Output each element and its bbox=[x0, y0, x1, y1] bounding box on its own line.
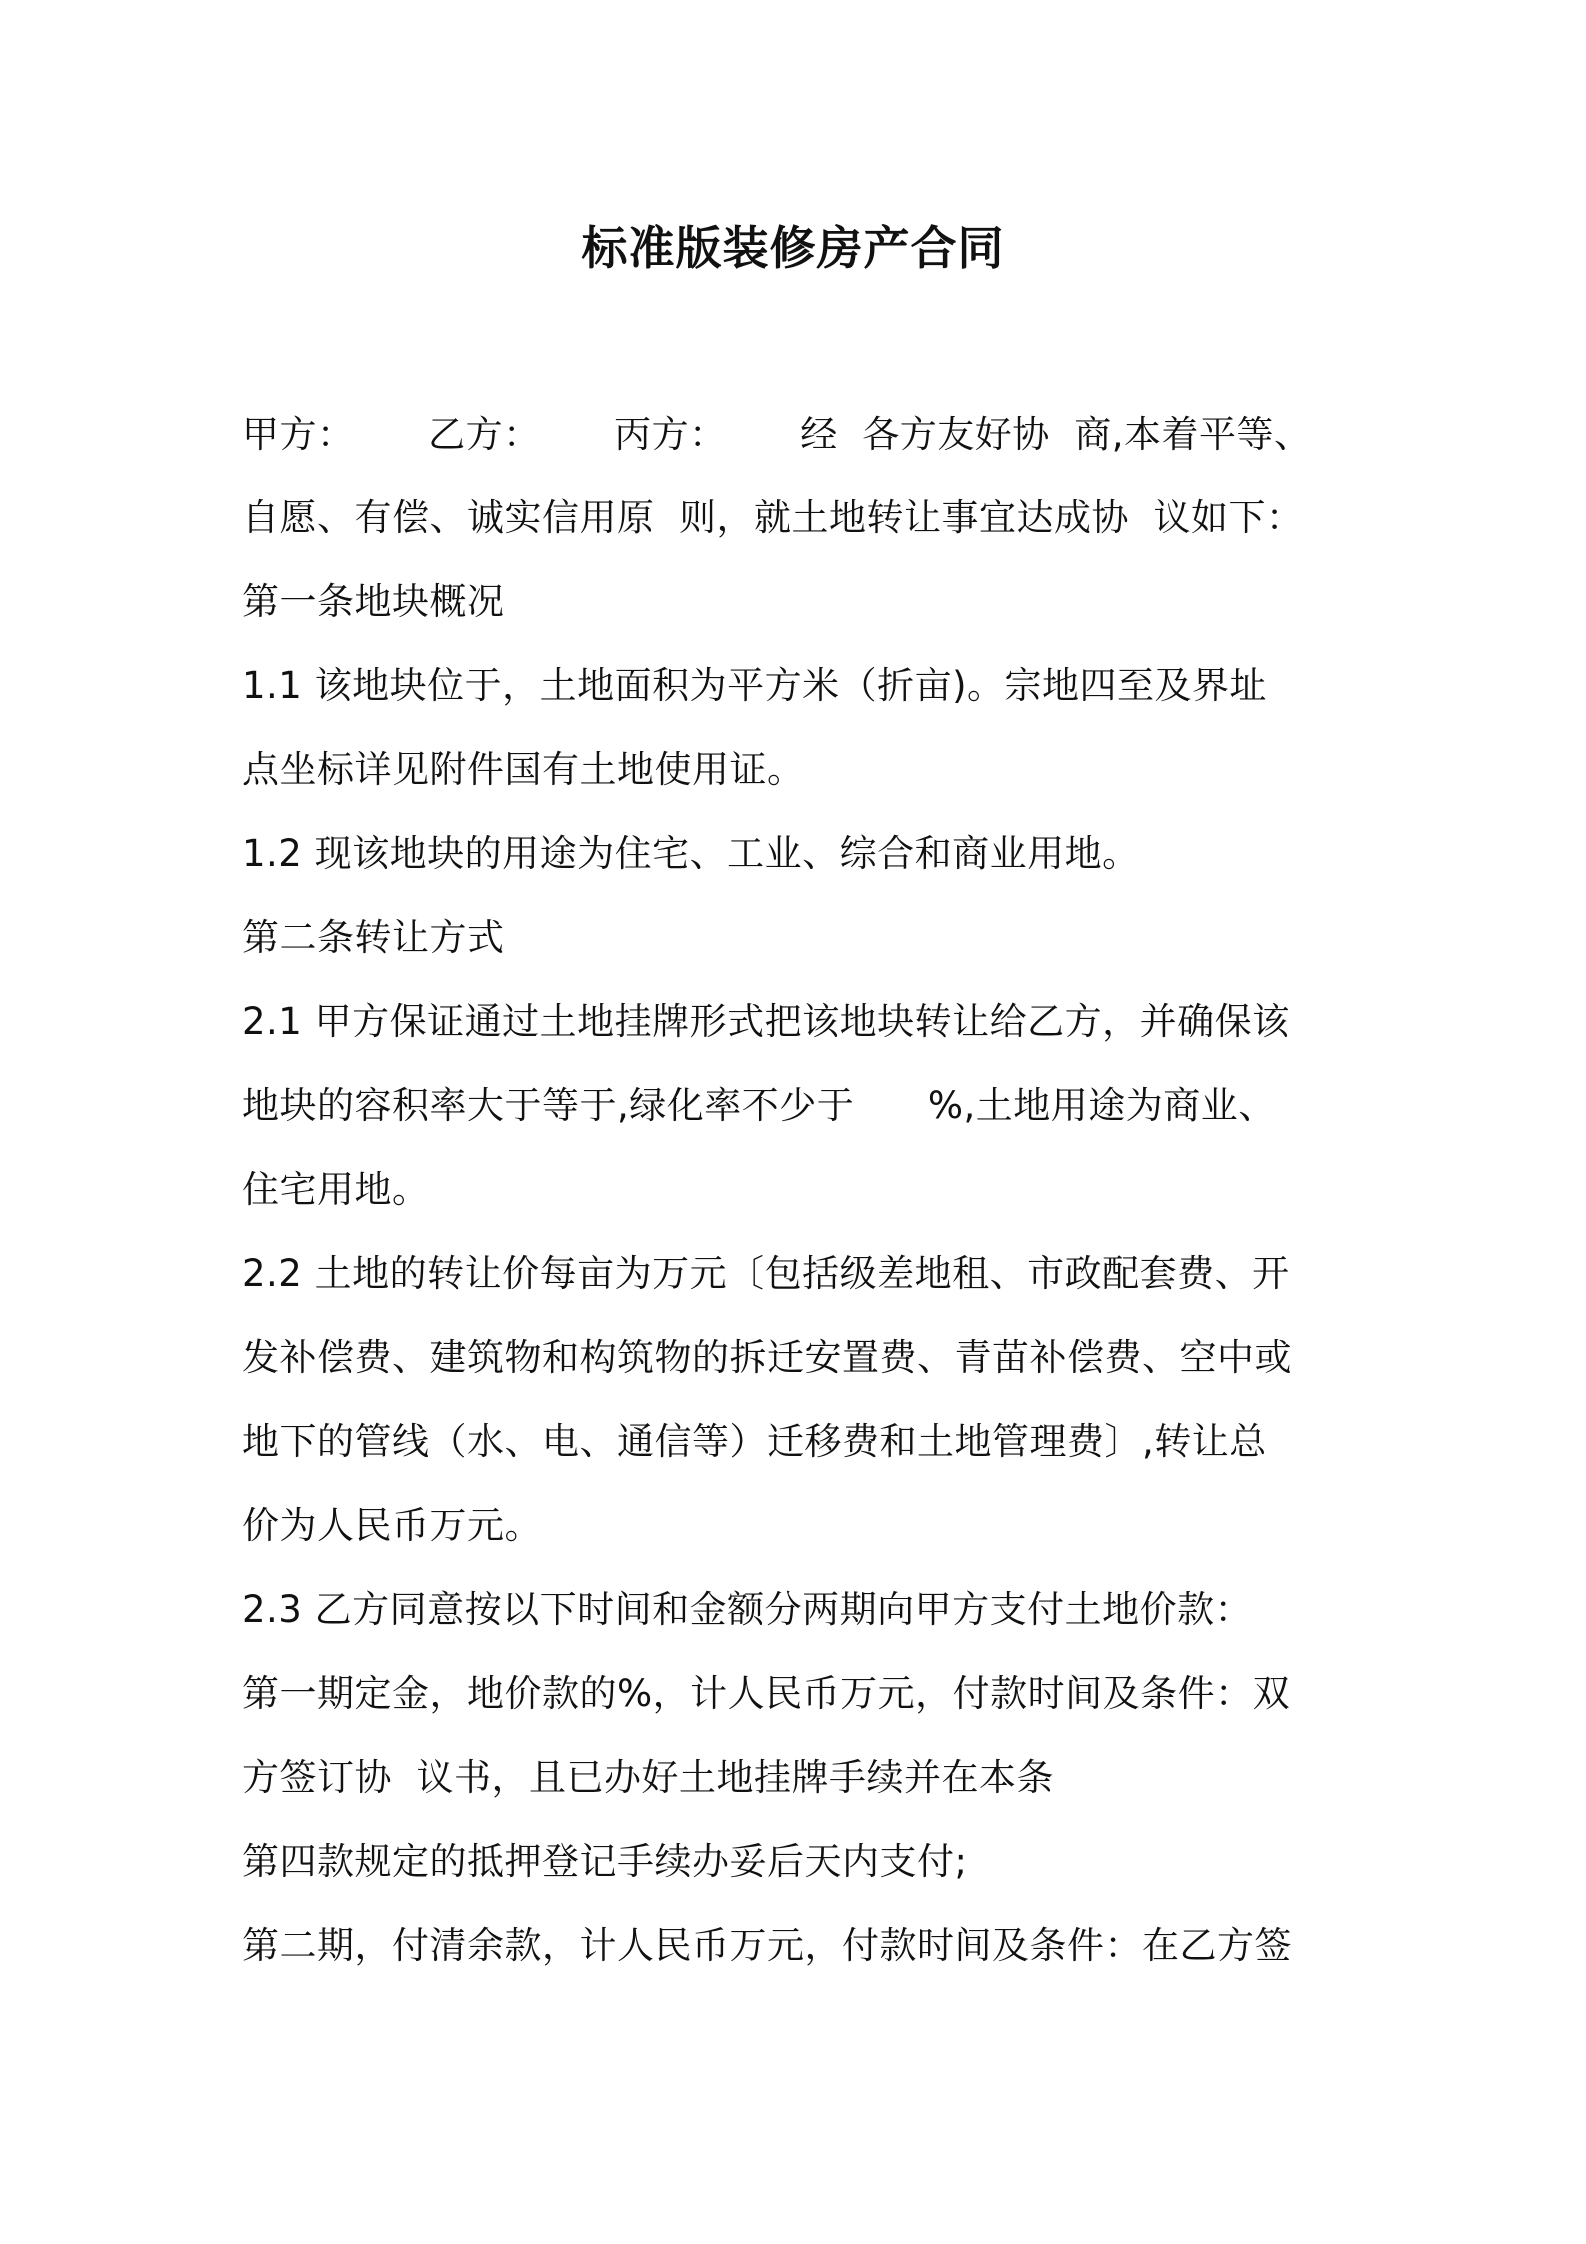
clause-line: 1.1 该地块位于，土地面积为平方米（折亩)。宗地四至及界址 bbox=[242, 664, 1268, 707]
body-line: 自愿、有偿、诚实信用原 则，就土地转让事宜达成协 议如下： bbox=[242, 496, 1304, 539]
section-heading: 第二条转让方式 bbox=[242, 916, 505, 959]
section-heading: 第一条地块概况 bbox=[242, 580, 505, 623]
clause-line: 1.2 现该地块的用途为住宅、工业、综合和商业用地。 bbox=[242, 832, 1140, 875]
clause-line: 发补偿费、建筑物和构筑物的拆迁安置费、青苗补偿费、空中或 bbox=[242, 1336, 1292, 1379]
clause-line: 住宅用地。 bbox=[242, 1168, 430, 1211]
clause-line: 2.1 甲方保证通过土地挂牌形式把该地块转让给乙方，并确保该 bbox=[242, 1000, 1290, 1043]
clause-line: 点坐标详见附件国有土地使用证。 bbox=[242, 748, 805, 791]
clause-line: 地下的管线（水、电、通信等）迁移费和土地管理费〕,转让总 bbox=[242, 1420, 1267, 1463]
body-line-parties: 甲方： 乙方： 丙方： 经 各方友好协 商,本着平等、 bbox=[242, 413, 1312, 456]
clause-line: 2.2 土地的转让价每亩为万元〔包括级差地租、市政配套费、开 bbox=[242, 1252, 1290, 1295]
document-title: 标准版装修房产合同 bbox=[581, 221, 1005, 275]
clause-line: 2.3 乙方同意按以下时间和金额分两期向甲方支付土地价款： bbox=[242, 1588, 1253, 1631]
clause-line: 方签订协 议书，且已办好土地挂牌手续并在本条 bbox=[242, 1756, 1055, 1799]
clause-line: 第一期定金，地价款的%，计人民币万元，付款时间及条件：双 bbox=[242, 1672, 1291, 1715]
clause-line: 第四款规定的抵押登记手续办妥后天内支付; bbox=[242, 1840, 968, 1883]
clause-line: 第二期，付清余款，计人民币万元，付款时间及条件：在乙方签 bbox=[242, 1924, 1292, 1967]
clause-line: 地块的容积率大于等于,绿化率不少于 %,土地用途为商业、 bbox=[242, 1084, 1276, 1127]
clause-line: 价为人民币万元。 bbox=[242, 1504, 542, 1547]
